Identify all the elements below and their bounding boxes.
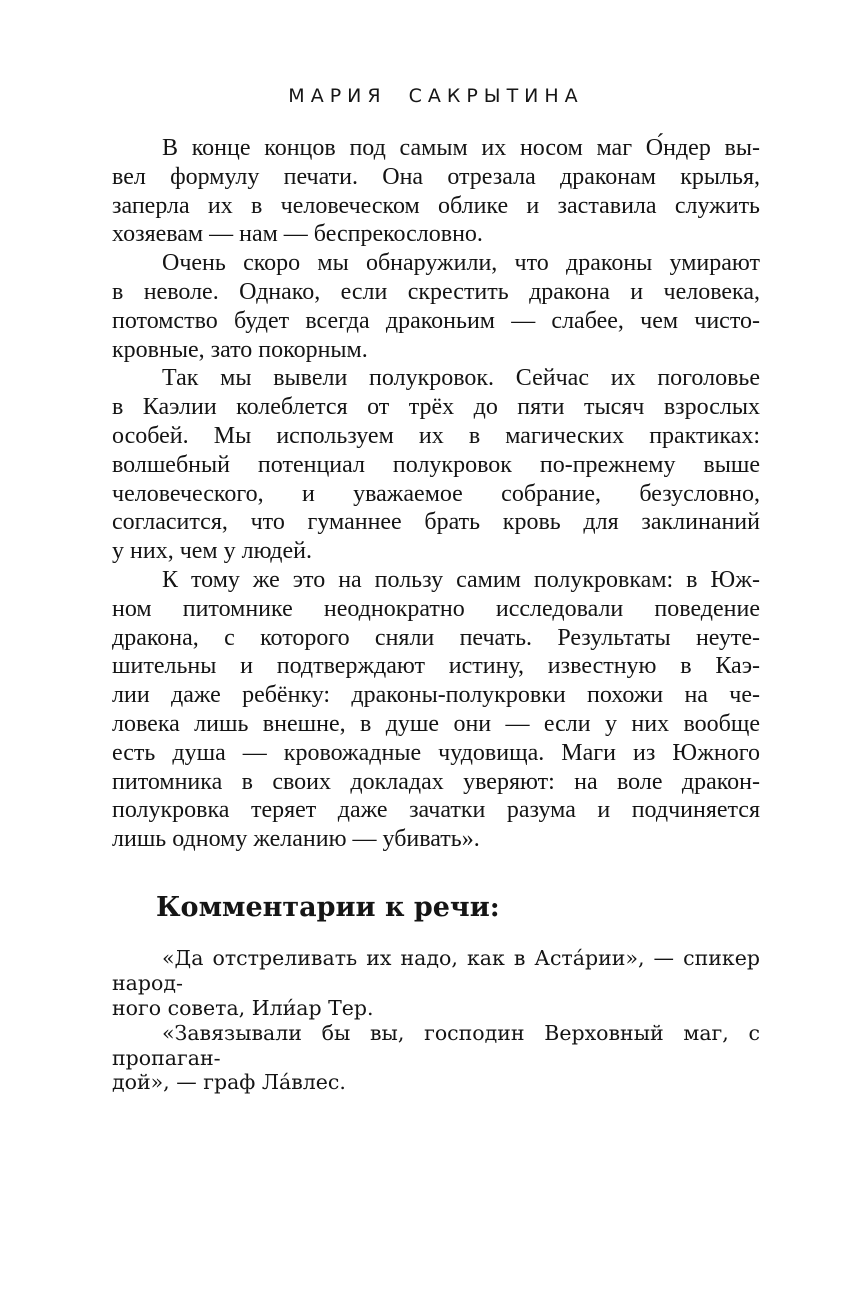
text-line: лишь одному желанию — убивать». — [112, 826, 480, 853]
text-line: ловека лишь внешне, в душе они — если у них вообще — [112, 710, 760, 737]
paragraph — [112, 134, 760, 249]
text-line: полукровка теряет даже зачатки разума и подчиняется — [112, 797, 760, 824]
text-line: хозяевам — нам — беспрекословно. — [112, 221, 483, 248]
paragraph — [112, 364, 760, 566]
text-line: человеческого, и уважаемое собрание, безусловно, — [112, 480, 760, 507]
text-line: «Да отстреливать их надо, как в Аста́рии», — спикер народ- — [112, 945, 760, 995]
text-line: кровные, зато покорным. — [112, 336, 368, 363]
text-line: К тому же это на пользу самим полукровкам: в Юж- — [162, 566, 760, 593]
text-line: ного совета, Или́ар Тер. — [112, 995, 374, 1020]
text-line: В конце концов под самым их носом маг О́ндер вы- — [162, 135, 760, 161]
text-column — [112, 0, 760, 1095]
text-line: в Каэлии колеблется от трёх до пяти тысяч взрослых — [112, 394, 760, 421]
comment-paragraph — [112, 946, 760, 1021]
text-line: «Завязывали бы вы, господин Верховный маг, с пропаган- — [112, 1020, 760, 1070]
text-line: есть душа — кровожадные чудовища. Маги из Южного — [112, 739, 760, 766]
text-line: особей. Мы используем их в магических практиках: — [112, 422, 760, 449]
text-line: согласится, что гуманнее брать кровь для заклинаний — [112, 509, 760, 536]
paragraph — [112, 566, 760, 854]
text-line: волшебный потенциал полукровок по-прежнему выше — [112, 451, 760, 478]
running-head-author: МАРИЯ САКРЫТИНА — [288, 85, 584, 107]
text-line: шительны и подтверждают истину, известную в Каэ- — [112, 653, 760, 680]
text-line: дой», — граф Ла́влес. — [112, 1070, 346, 1095]
text-line: ном питомнике неоднократно исследовали поведение — [112, 595, 760, 622]
text-line: заперла их в человеческом облике и заставила служить — [112, 192, 760, 219]
text-line: лии даже ребёнку: драконы-полукровки похожи на че- — [112, 682, 760, 709]
comments-block — [112, 946, 760, 1095]
text-line: вел формулу печати. Она отрезала драконам крылья, — [112, 163, 760, 190]
paragraph — [112, 249, 760, 364]
text-line: питомника в своих докладах уверяют: на воле дракон- — [112, 768, 760, 795]
comment-paragraph — [112, 1021, 760, 1096]
text-line: дракона, с которого сняли печать. Результаты неуте- — [112, 624, 760, 651]
text-line: у них, чем у людей. — [112, 538, 312, 565]
text-line: Так мы вывели полукровок. Сейчас их поголовье — [162, 365, 760, 392]
text-line: в неволе. Однако, если скрестить дракона и человека, — [112, 278, 760, 305]
body-text — [112, 134, 760, 854]
text-line: потомство будет всегда драконьим — слабее, чем чисто- — [112, 307, 760, 334]
section-heading: Комментарии к речи: — [156, 891, 500, 923]
text-line: Очень скоро мы обнаружили, что драконы умирают — [162, 250, 760, 277]
